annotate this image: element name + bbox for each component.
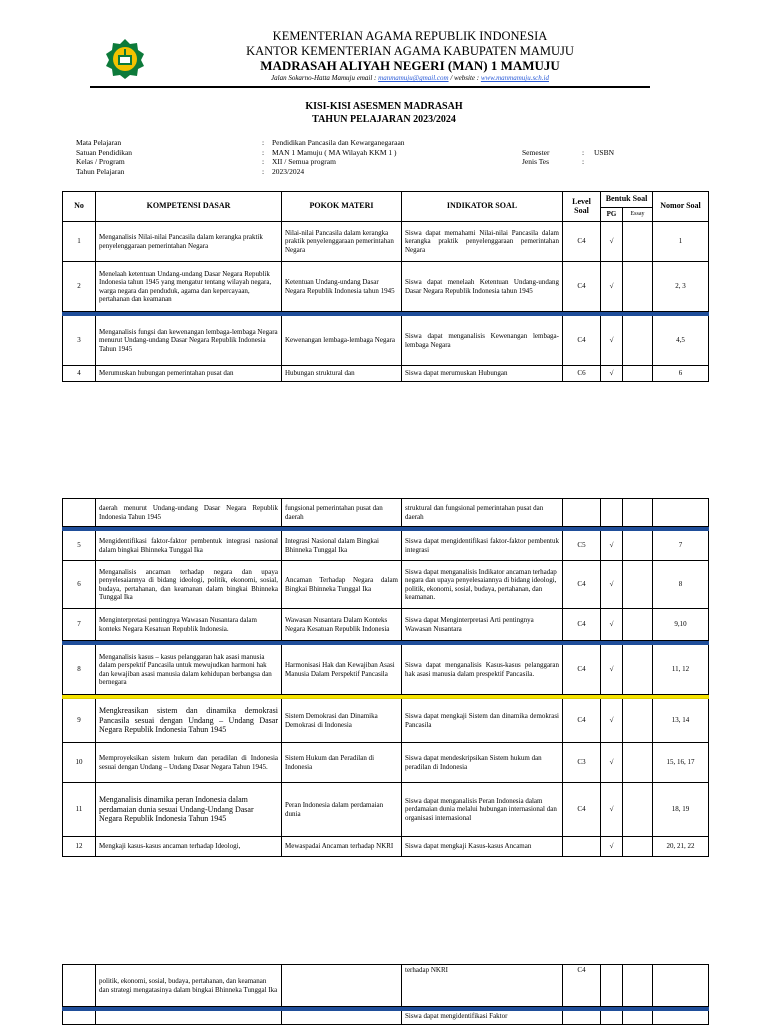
row-level: C4 xyxy=(563,645,601,695)
row-pokok: Sistem Hukum dan Peradilan di Indonesia xyxy=(282,743,402,783)
row-pg: √ xyxy=(601,743,623,783)
meta-label: Kelas / Program xyxy=(76,157,125,166)
row-indikator: struktural dan fungsional pemerintahan pusat dan daerah xyxy=(402,499,563,527)
row-pokok: Harmonisasi Hak dan Kewajiban Asasi Manusia Dalam Perspektif Pancasila xyxy=(282,645,402,695)
row-pg: √ xyxy=(601,531,623,561)
row-nomor: 2, 3 xyxy=(653,262,709,312)
row-indikator: Siswa dapat mengidentifikasi faktor-faktor pembentuk integrasi xyxy=(402,531,563,561)
table-row xyxy=(63,531,709,561)
row-indikator: Siswa dapat mendeskripsikan Sistem hukum dan peradilan di Indonesia xyxy=(402,743,563,783)
row-essay xyxy=(623,222,653,262)
header-divider xyxy=(90,86,650,88)
row-kd: Menganalisis dinamika peran Indonesia dalam perdamaian dunia sesuai Undang-Undang Dasar Negara Republik Indonesia Tahun 1945 xyxy=(96,783,282,837)
row-nomor: 7 xyxy=(653,531,709,561)
row-kd: Menginterpretasi pentingnya Wawasan Nusantara dalam konteks Negara Kesatuan Republik Indonesia. xyxy=(96,609,282,641)
row-pg xyxy=(601,965,623,1007)
row-essay xyxy=(623,743,653,783)
table-row xyxy=(63,499,709,527)
row-pg: √ xyxy=(601,609,623,641)
row-no: 7 xyxy=(63,609,96,641)
row-pg: √ xyxy=(601,316,623,366)
row-essay xyxy=(623,499,653,527)
row-nomor: 15, 16, 17 xyxy=(653,743,709,783)
office-name: KANTOR KEMENTERIAN AGAMA KABUPATEN MAMUJU xyxy=(246,44,574,58)
school-name: MADRASAH ALIYAH NEGERI (MAN) 1 MAMUJU xyxy=(260,58,560,73)
row-indikator: Siswa dapat menelaah Ketentuan Undang-undang Dasar Negara Republik Indonesia tahun 1945 xyxy=(402,262,563,312)
meta-value-subject: Pendidikan Pancasila dan Kewarganegaraan xyxy=(272,138,405,147)
row-no: 10 xyxy=(63,743,96,783)
email-link[interactable]: manmamuju@gmail.com xyxy=(378,74,449,82)
row-pokok: Integrasi Nasional dalam Bingkai Bhinneka Tunggal Ika xyxy=(282,531,402,561)
row-essay xyxy=(623,366,653,382)
row-nomor: 18, 19 xyxy=(653,783,709,837)
row-essay xyxy=(623,316,653,366)
row-level: C6 xyxy=(563,366,601,382)
table-row xyxy=(63,262,709,312)
meta-values xyxy=(272,138,512,176)
meta-value-year: 2023/2024 xyxy=(272,166,305,176)
row-no: 6 xyxy=(63,561,96,609)
meta-colon: : xyxy=(262,147,265,157)
row-kd: Mengkaji kasus-kasus ancaman terhadap Ideologi, xyxy=(96,837,282,857)
row-indikator: Siswa dapat memahami Nilai-nilai Pancasila dalam kerangka praktik penyelenggaraan pemerintahan Negara xyxy=(402,222,563,262)
meta-label: Satuan Pendidikan xyxy=(76,147,133,157)
meta-right-labels xyxy=(522,148,582,167)
row-kd: Menelaah ketentuan Undang-undang Dasar Negara Republik Indonesia tahun 1945 yang mengatur tentang wilayah negara, warga negara dan penduduk, agama dan kepercayaan, pertahanan dan keamanan xyxy=(96,262,282,312)
row-pokok: Kewenangan lembaga-lembaga Negara xyxy=(282,316,402,366)
meta-value-school: MAN 1 Mamuju ( MA Wilayah KKM 1 ) xyxy=(272,147,397,157)
row-level: C4 xyxy=(563,965,601,1007)
address-prefix: Jalan Sokarno-Hatta Mamuju email : xyxy=(271,74,379,82)
row-indikator: terhadap NKRI xyxy=(402,965,563,1007)
meta-colon: : xyxy=(582,157,585,166)
row-pokok xyxy=(282,1011,402,1025)
meta-colon: : xyxy=(262,138,265,147)
row-pokok: Wawasan Nusantara Dalam Konteks Negara Kesatuan Republik Indonesia xyxy=(282,609,402,641)
document-subtitle: TAHUN PELAJARAN 2023/2024 xyxy=(312,114,456,125)
row-no: 4 xyxy=(63,366,96,382)
row-essay xyxy=(623,1011,653,1025)
row-nomor: 20, 21, 22 xyxy=(653,837,709,857)
meta-labels xyxy=(76,138,196,176)
table-row xyxy=(63,645,709,695)
row-no xyxy=(63,965,96,1007)
col-no-header: No xyxy=(63,192,96,222)
row-no: 8 xyxy=(63,645,96,695)
row-nomor: 9,10 xyxy=(653,609,709,641)
table-row xyxy=(63,699,709,743)
col-kd-header: KOMPETENSI DASAR xyxy=(96,192,282,222)
table-row xyxy=(63,837,709,857)
row-pg: √ xyxy=(601,262,623,312)
row-kd: Mengidentifikasi faktor-faktor pembentuk integrasi nasional dalam bingkai Bhinneka Tunggal Ika xyxy=(96,531,282,561)
table-row xyxy=(63,965,709,1007)
row-pg: √ xyxy=(601,699,623,743)
col-indikator-header: INDIKATOR SOAL xyxy=(402,192,563,222)
row-pg xyxy=(601,1011,623,1025)
row-essay xyxy=(623,837,653,857)
row-level xyxy=(563,499,601,527)
row-indikator: Siswa dapat mengkaji Kasus-kasus Ancaman xyxy=(402,837,563,857)
col-nomor-header: Nomor Soal xyxy=(653,192,709,222)
row-level: C4 xyxy=(563,609,601,641)
row-essay xyxy=(623,609,653,641)
table-row xyxy=(63,743,709,783)
table-row xyxy=(63,222,709,262)
table-row xyxy=(63,366,709,382)
row-nomor: 13, 14 xyxy=(653,699,709,743)
row-nomor xyxy=(653,499,709,527)
row-nomor: 6 xyxy=(653,366,709,382)
row-no: 9 xyxy=(63,699,96,743)
row-no xyxy=(63,1011,96,1025)
row-essay xyxy=(623,645,653,695)
row-pokok: Ancaman Terhadap Negara dalam Bingkai Bhinneka Tunggal Ika xyxy=(282,561,402,609)
row-no: 3 xyxy=(63,316,96,366)
row-kd: Menganalisis ancaman terhadap negara dan upaya penyelesaiannya di bidang ideologi, politik, ekonomi, sosial, budaya, pertahanan, dan keamanan dalam bingkai Bhinneka Tunggal Ika xyxy=(96,561,282,609)
meta-right-values xyxy=(594,148,654,158)
row-indikator: Siswa dapat menganalisis Peran Indonesia dalam perdamaian dunia melalui hubungan internasional dan organisasi internasional xyxy=(402,783,563,837)
document-title: KISI-KISI ASESMEN MADRASAH xyxy=(305,101,463,112)
row-nomor xyxy=(653,965,709,1007)
meta-colon: : xyxy=(262,166,265,176)
row-nomor: 1 xyxy=(653,222,709,262)
ministry-name: KEMENTERIAN AGAMA REPUBLIK INDONESIA xyxy=(272,29,548,43)
row-pg: √ xyxy=(601,222,623,262)
meta-colon: : xyxy=(582,147,585,157)
meta-value-class: XII / Semua program xyxy=(272,157,336,166)
row-level: C3 xyxy=(563,743,601,783)
table-row xyxy=(63,561,709,609)
row-nomor xyxy=(653,1011,709,1025)
address-line xyxy=(200,74,620,82)
row-indikator: Siswa dapat merumuskan Hubungan xyxy=(402,366,563,382)
blueprint-table-page3 xyxy=(62,964,709,1025)
col-level-header: Level Soal xyxy=(563,192,601,222)
row-level: C4 xyxy=(563,699,601,743)
row-level: C4 xyxy=(563,222,601,262)
meta-label-test-type: Jenis Tes xyxy=(522,157,550,166)
row-level: C4 xyxy=(563,262,601,312)
meta-label: Tahun Pelajaran xyxy=(76,166,125,176)
row-essay xyxy=(623,965,653,1007)
row-level xyxy=(563,1011,601,1025)
row-kd xyxy=(96,1011,282,1025)
address-mid: / website : xyxy=(448,74,481,82)
row-kd: Menganalisis kasus – kasus pelanggaran hak asasi manusia dalam perspektif Pancasila untuk mewujudkan harmoni hak dan kewajiban asasi manusia dalam kehidupan berbangsa dan bernegara xyxy=(96,645,282,695)
meta-colons xyxy=(262,138,272,176)
table-row xyxy=(63,609,709,641)
row-level: C5 xyxy=(563,531,601,561)
row-indikator: Siswa dapat Menginterpretasi Arti pentingnya Wawasan Nusantara xyxy=(402,609,563,641)
row-no xyxy=(63,499,96,527)
row-pg: √ xyxy=(601,837,623,857)
row-no: 5 xyxy=(63,531,96,561)
table-row xyxy=(63,1011,709,1025)
kemenag-logo-icon xyxy=(104,38,146,80)
website-link[interactable]: www.manmamuju.sch.id xyxy=(480,74,549,82)
row-pg: √ xyxy=(601,561,623,609)
col-pokok-header: POKOK MATERI xyxy=(282,192,402,222)
row-pokok: Peran Indonesia dalam perdamaian dunia xyxy=(282,783,402,837)
letterhead xyxy=(0,0,768,96)
row-essay xyxy=(623,262,653,312)
row-pokok: Ketentuan Undang-undang Dasar Negara Republik Indonesia tahun 1945 xyxy=(282,262,402,312)
row-essay xyxy=(623,561,653,609)
row-nomor: 8 xyxy=(653,561,709,609)
table-row xyxy=(63,783,709,837)
row-indikator: Siswa dapat menganalisis Kewenangan lembaga-lembaga Negara xyxy=(402,316,563,366)
row-kd: Menganalisis fungsi dan kewenangan lembaga-lembaga Negara menurut Undang-undang Dasar Negara Republik Indonesia Tahun 1945 xyxy=(96,316,282,366)
blueprint-table-page2 xyxy=(62,498,709,857)
row-no: 1 xyxy=(63,222,96,262)
row-essay xyxy=(623,783,653,837)
row-pokok: Sistem Demokrasi dan Dinamika Demokrasi di Indonesia xyxy=(282,699,402,743)
col-bentuk-header: Bentuk Soal xyxy=(601,192,653,208)
table-row xyxy=(63,316,709,366)
row-pokok: Nilai-nilai Pancasila dalam kerangka praktik penyelenggaraan pemerintahan Negara xyxy=(282,222,402,262)
meta-value-test-type: USBN xyxy=(594,147,615,157)
row-pg: √ xyxy=(601,783,623,837)
row-indikator: Siswa dapat menganalisis Kasus-kasus pelanggaran hak asasi manusia dalam prespektif Pancasila. xyxy=(402,645,563,695)
blueprint-table-page1 xyxy=(62,191,709,382)
row-no: 12 xyxy=(63,837,96,857)
row-essay xyxy=(623,531,653,561)
row-indikator: Siswa dapat mengidentifikasi Faktor xyxy=(402,1011,563,1025)
row-kd: Memproyeksikan sistem hukum dan peradilan di Indonesia sesuai dengan Undang – Undang Dasar Negara Tahun 1945. xyxy=(96,743,282,783)
row-nomor: 11, 12 xyxy=(653,645,709,695)
meta-label-semester: Semester xyxy=(522,147,550,157)
row-no: 11 xyxy=(63,783,96,837)
row-no: 2 xyxy=(63,262,96,312)
meta-label: Mata Pelajaran xyxy=(76,138,122,147)
row-kd: Mengkreasikan sistem dan dinamika demokrasi Pancasila sesuai dengan Undang – Undang Dasar Negara Republik Indonesia Tahun 1945 xyxy=(96,699,282,743)
row-kd: Merumuskan hubungan pemerintahan pusat dan xyxy=(96,366,282,382)
row-indikator: Siswa dapat menganalisis Indikator ancaman terhadap negara dan upaya penyelesaiannya di bidang ideologi, politik, ekonomi, sosial, budaya, pertahanan, dan keamanan. xyxy=(402,561,563,609)
row-level xyxy=(563,837,601,857)
row-pokok: fungsional pemerintahan pusat dan daerah xyxy=(282,499,402,527)
row-pg: √ xyxy=(601,645,623,695)
row-nomor: 4,5 xyxy=(653,316,709,366)
row-pokok: Hubungan struktural dan xyxy=(282,366,402,382)
row-level: C4 xyxy=(563,561,601,609)
row-indikator: Siswa dapat mengkaji Sistem dan dinamika demokrasi Pancasila xyxy=(402,699,563,743)
row-kd: daerah menurut Undang-undang Dasar Negara Republik Indonesia Tahun 1945 xyxy=(96,499,282,527)
row-kd: Menganalisis Nilai-nilai Pancasila dalam kerangka praktik penyelenggaraan pemerintahan Negara xyxy=(96,222,282,262)
row-pg: √ xyxy=(601,366,623,382)
row-essay xyxy=(623,699,653,743)
col-pg-header: PG xyxy=(601,208,623,222)
row-kd: politik, ekonomi, sosial, budaya, pertahanan, dan keamanan dan strategi mengatasinya dalam bingkai Bhinneka Tunggal Ika xyxy=(96,965,282,1007)
row-pg xyxy=(601,499,623,527)
meta-right-colons xyxy=(582,148,592,167)
row-pokok: Mewaspadai Ancaman terhadap NKRI xyxy=(282,837,402,857)
col-essay-header: Essay xyxy=(623,208,653,222)
row-pokok xyxy=(282,965,402,1007)
row-level: C4 xyxy=(563,316,601,366)
meta-colon: : xyxy=(262,157,265,166)
row-level: C4 xyxy=(563,783,601,837)
